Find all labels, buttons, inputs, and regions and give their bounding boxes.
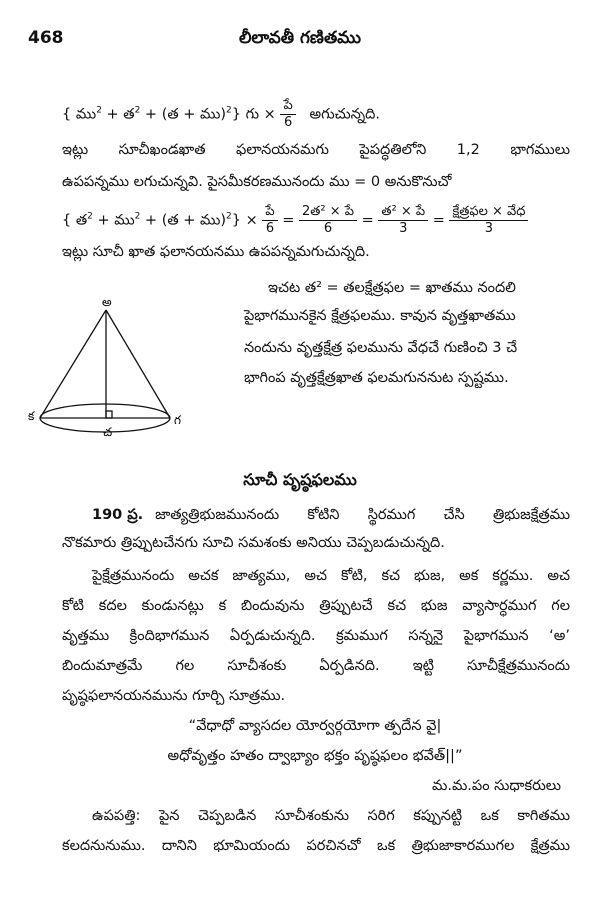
text-line: కోటి కదల కుండునట్లు క బిందువును త్రిప్పుటచే కచ భుజ వ్యాసార్ధముగ గల	[62, 598, 570, 614]
center-label: చ	[103, 425, 113, 439]
verse-line-1: “వేధాధో వ్యాసదల యోర్వర్గయోగా త్పదేన వై|	[188, 718, 442, 734]
text-line: బిందుమాత్రమే గల సూచీశంకు ఏర్పడినది. ఇట్టి సూచీక్షేత్రమునందు	[62, 658, 570, 674]
left-label: క	[28, 409, 35, 423]
paragraph-1-line	[92, 505, 570, 525]
text-line: ఉపపత్తి: పైన చెప్పబడిన సూచీశంకును సరిగ కప్పునట్టి ఒక కాగితము	[92, 808, 570, 824]
cone-right-edge	[106, 310, 170, 418]
text-line: భాగింప వృత్తక్షేత్రఖాత ఫలమగుననుట స్పష్టము.	[244, 370, 509, 386]
text-line: పైభాగమునకైన క్షేత్రఫలము. కావున వృత్తఖాతము	[244, 308, 516, 324]
text-line: కలదనునుము. దానిని భూమియందు పరచినచో ఒక త్రిభుజాకారముగల క్షేత్రము	[62, 838, 570, 854]
cone-left-edge	[40, 310, 106, 418]
equation-1: { ము$^2$ + త$^2$ + (త + ము)$^2$} గు × $\frac{\text{పే}}{6}$ అగుచున్నది.	[62, 98, 380, 130]
text-line: పైక్షేత్రమునందు అచక జాత్యము, అచ కోటి, కచ భుజ, అక కర్ణము. అచ	[92, 568, 570, 584]
verse-line-2: అధోవృత్తం హతం ద్వాభ్యాం భక్తం పృష్ఠఫలం భవేత్||”	[167, 748, 463, 764]
text-line: వృత్తము క్రిందిభాగమున ఏర్పడుచున్నది. క్రమముగ సన్ననై పైభాగమున ‘అ’	[62, 628, 570, 644]
cone-figure	[28, 294, 198, 444]
text-line: ఇట్లు సూచీ ఖాత ఫలానయనము ఉపపన్నమగుచున్నది.	[62, 244, 370, 260]
question-number: 190 ప్ర.	[92, 507, 144, 523]
right-angle-mark	[106, 411, 112, 418]
text-line: పృష్ఠఫలానయనమును గూర్చి సూత్రము.	[62, 688, 286, 704]
text-line: ఇచట త² = తలక్షేత్రఫల = ఖాతము నందలి	[268, 280, 516, 296]
equation-2: { త$^2$ + ము$^2$ + (త + ము)$^2$} × $\frac{\text{పే}}{6}$ = $\frac{\text{2త² × పే}}{6}$ = $\frac{\text{త² × పే}}{3}$ = $\frac{\text{క్షేత్రఫల × వేధ}}{3}$	[62, 204, 528, 237]
section-title: సూచీ పృష్ఠఫలము	[243, 470, 357, 489]
text-line: ఇట్లు సూచీఖండఖాత ఫలానయనమగు పైపద్ధతిలోని 1,2 భాగములు	[62, 142, 570, 158]
text-line: నందును వృత్తక్షేత్ర ఫలమును వేధచే గుణించి 3 చే	[244, 340, 518, 356]
text-line: నొకమారు త్రిప్పుటచేనగు సూచి సమశంకు అనియు చెప్పబడుచున్నది.	[62, 535, 445, 551]
apex-label: అ	[102, 295, 112, 309]
page-number: 468	[28, 28, 64, 48]
text-line: జాత్యత్రిభుజమునందు కోటిని స్థిరముగ చేసి త్రిభుజక్షేత్రము	[155, 507, 570, 523]
text-line: ఉపపన్నము లగుచున్నవి. పైసమీకరణమునందు ము = 0 అనుకొనుచో	[62, 174, 452, 190]
running-title: లీలావతీ గణితము	[238, 28, 362, 48]
verse-credit: మ.మ.పం సుధాకరులు	[432, 778, 562, 794]
right-label: గ	[174, 413, 181, 427]
